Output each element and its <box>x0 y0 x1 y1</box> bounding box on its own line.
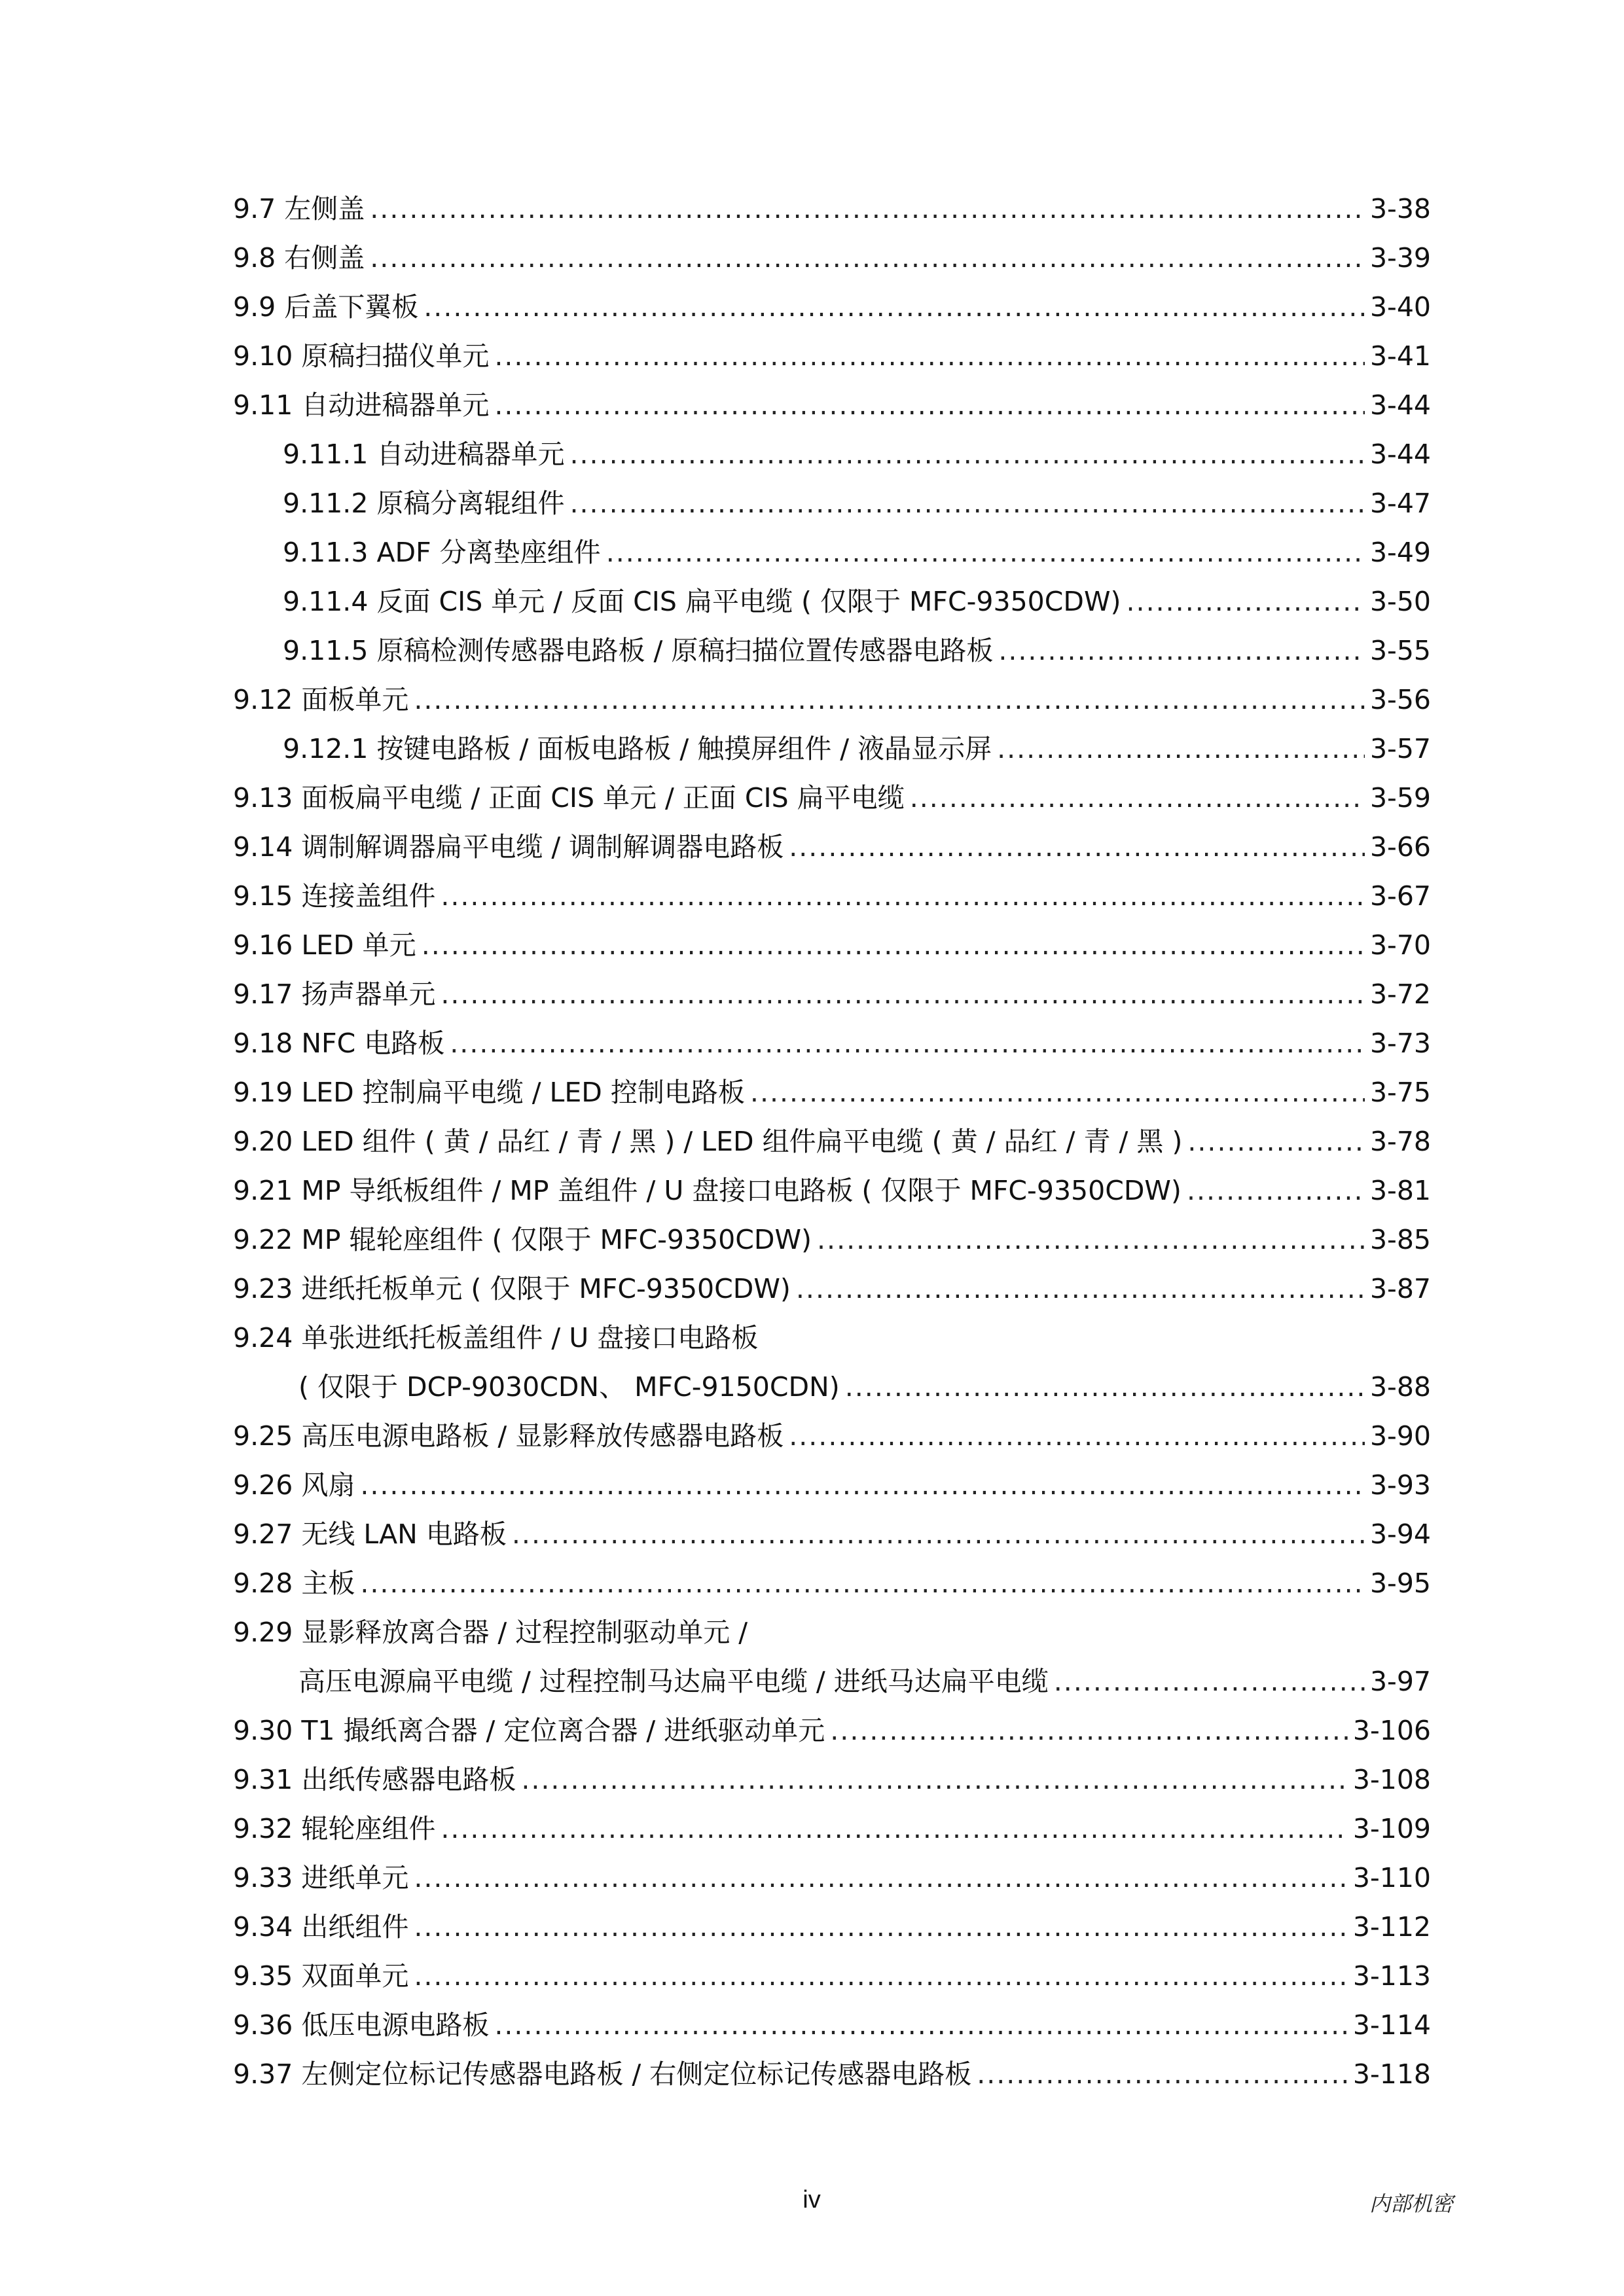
toc-entry-page: 3-110 <box>1352 1862 1431 1893</box>
toc-subentry[interactable] <box>233 725 1431 774</box>
toc-dot-leader <box>1054 1657 1365 1706</box>
toc-subentry[interactable] <box>233 479 1431 528</box>
toc-entry-title: 9.27 无线 LAN 电路板 <box>233 1518 507 1550</box>
page-number: iv <box>803 2186 821 2214</box>
toc-entry-page: 3-50 <box>1369 586 1431 617</box>
toc-dot-leader <box>830 1706 1348 1755</box>
toc-dot-leader <box>414 675 1365 725</box>
toc-dot-leader <box>494 381 1365 430</box>
toc-entry[interactable] <box>233 1215 1431 1265</box>
toc-entry-title: 9.21 MP 导纸板组件 / MP 盖组件 / U 盘接口电路板 ( 仅限于 MFC-9350CDW) <box>233 1175 1182 1206</box>
toc-entry-page: 3-70 <box>1369 929 1431 961</box>
toc-entry-title: 9.18 NFC 电路板 <box>233 1028 445 1059</box>
toc-dot-leader <box>441 1804 1348 1854</box>
toc-subentry[interactable] <box>233 528 1431 577</box>
toc-dot-leader <box>422 921 1365 970</box>
toc-entry-page: 3-85 <box>1369 1224 1431 1255</box>
toc-entry[interactable] <box>233 1461 1431 1510</box>
toc-entry-page: 3-87 <box>1369 1273 1431 1304</box>
toc-entry-page: 3-112 <box>1352 1911 1431 1943</box>
toc-entry-title: 9.14 调制解调器扁平电缆 / 调制解调器电路板 <box>233 831 784 863</box>
toc-entry-page: 3-72 <box>1369 978 1431 1010</box>
toc-dot-leader <box>441 970 1365 1019</box>
toc-dot-leader <box>494 332 1365 381</box>
toc-entry-title: 9.20 LED 组件 ( 黄 / 品红 / 青 / 黑 ) / LED 组件扁平电缆 ( 黄 / 品红 / 青 / 黑 ) <box>233 1126 1183 1157</box>
toc-entry-page: 3-94 <box>1369 1518 1431 1550</box>
toc-entry[interactable] <box>233 1510 1431 1559</box>
toc-entry-title: 9.16 LED 单元 <box>233 929 416 961</box>
toc-entry-page: 3-40 <box>1369 291 1431 323</box>
toc-entry[interactable] <box>233 2001 1431 2050</box>
toc-entry-page: 3-108 <box>1352 1764 1431 1795</box>
toc-entry[interactable] <box>233 1854 1431 1903</box>
toc-entry[interactable] <box>233 332 1431 381</box>
toc-entry-page: 3-49 <box>1369 537 1431 568</box>
toc-entry-second-line <box>233 1363 1431 1412</box>
toc-entry-page: 3-73 <box>1369 1028 1431 1059</box>
toc-entry-title: 9.22 MP 辊轮座组件 ( 仅限于 MFC-9350CDW) <box>233 1224 812 1255</box>
toc-entry-title: 9.12.1 按键电路板 / 面板电路板 / 触摸屏组件 / 液晶显示屏 <box>283 733 992 764</box>
toc-entry[interactable] <box>233 872 1431 921</box>
toc-entry-page: 3-44 <box>1369 389 1431 421</box>
toc-dot-leader <box>1187 1166 1365 1215</box>
toc-entry-title: 9.11.1 自动进稿器单元 <box>283 439 565 470</box>
toc-entry-second-line <box>233 1657 1431 1706</box>
toc-dot-leader <box>910 774 1365 823</box>
toc-dot-leader <box>789 823 1365 872</box>
toc-dot-leader <box>521 1755 1348 1804</box>
toc-dot-leader <box>450 1019 1365 1068</box>
confidential-label: 内部机密 <box>1369 2191 1453 2216</box>
toc-entry-page: 3-118 <box>1352 2058 1431 2090</box>
toc-dot-leader <box>998 626 1365 675</box>
toc-entry[interactable] <box>233 823 1431 872</box>
toc-entry-page: 3-113 <box>1352 1960 1431 1992</box>
toc-entry-page: 3-93 <box>1369 1469 1431 1501</box>
toc-entry[interactable] <box>233 1019 1431 1068</box>
toc-entry-title: 9.25 高压电源电路板 / 显影释放传感器电路板 <box>233 1420 784 1452</box>
toc-entry-title: 9.23 进纸托板单元 ( 仅限于 MFC-9350CDW) <box>233 1273 791 1304</box>
toc-entry-title-line2: ( 仅限于 DCP-9030CDN、 MFC-9150CDN) <box>298 1371 840 1403</box>
toc-entry-page: 3-75 <box>1369 1077 1431 1108</box>
toc-entry-page: 3-95 <box>1369 1568 1431 1599</box>
toc-entry-page: 3-88 <box>1369 1371 1431 1403</box>
toc-dot-leader <box>796 1265 1365 1314</box>
toc-entry[interactable] <box>233 675 1431 725</box>
toc-entry-page: 3-41 <box>1369 340 1431 372</box>
toc-subentry[interactable] <box>233 626 1431 675</box>
toc-entry-title-line1: 9.24 单张进纸托板盖组件 / U 盘接口电路板 <box>233 1322 759 1354</box>
toc-dot-leader <box>606 528 1365 577</box>
toc-entry-page: 3-81 <box>1369 1175 1431 1206</box>
toc-entry-page: 3-55 <box>1369 635 1431 666</box>
toc-dot-leader <box>512 1510 1365 1559</box>
toc-entry[interactable] <box>233 1903 1431 1952</box>
toc-subentry[interactable] <box>233 577 1431 626</box>
toc-entry-page: 3-38 <box>1369 193 1431 224</box>
toc-entry[interactable] <box>233 921 1431 970</box>
toc-dot-leader <box>977 2050 1348 2099</box>
toc-entry[interactable] <box>233 1755 1431 1804</box>
toc-dot-leader <box>370 234 1365 283</box>
toc-dot-leader <box>414 1854 1348 1903</box>
toc-entry-page: 3-44 <box>1369 439 1431 470</box>
table-of-contents <box>233 185 1431 2099</box>
toc-dot-leader <box>414 1952 1348 2001</box>
toc-dot-leader <box>750 1068 1365 1117</box>
toc-entry-title: 9.36 低压电源电路板 <box>233 2009 490 2041</box>
toc-entry[interactable] <box>233 185 1431 234</box>
toc-entry-page: 3-39 <box>1369 242 1431 274</box>
toc-dot-leader <box>424 283 1365 332</box>
toc-entry[interactable] <box>233 1804 1431 1854</box>
toc-entry-page: 3-56 <box>1369 684 1431 715</box>
toc-dot-leader <box>360 1559 1365 1608</box>
toc-entry[interactable] <box>233 1706 1431 1755</box>
toc-entry-page: 3-57 <box>1369 733 1431 764</box>
toc-entry-page: 3-97 <box>1369 1666 1431 1697</box>
toc-dot-leader <box>494 2001 1348 2050</box>
toc-dot-leader <box>1127 577 1365 626</box>
toc-entry-title: 9.11.5 原稿检测传感器电路板 / 原稿扫描位置传感器电路板 <box>283 635 994 666</box>
toc-entry-page: 3-78 <box>1369 1126 1431 1157</box>
toc-entry[interactable] <box>233 234 1431 283</box>
toc-entry[interactable] <box>233 774 1431 823</box>
toc-entry-title: 9.34 出纸组件 <box>233 1911 409 1943</box>
toc-entry-page: 3-90 <box>1369 1420 1431 1452</box>
toc-entry[interactable] <box>233 1559 1431 1608</box>
toc-entry-title: 9.26 风扇 <box>233 1469 355 1501</box>
toc-entry[interactable] <box>233 1265 1431 1314</box>
toc-entry-multiline[interactable] <box>233 1608 1431 1706</box>
toc-entry-title-line1: 9.29 显影释放离合器 / 过程控制驱动单元 / <box>233 1617 748 1648</box>
toc-entry-title: 9.35 双面单元 <box>233 1960 409 1992</box>
toc-dot-leader <box>997 725 1365 774</box>
toc-entry-title: 9.28 主板 <box>233 1568 355 1599</box>
toc-dot-leader <box>789 1412 1365 1461</box>
toc-entry-page: 3-67 <box>1369 880 1431 912</box>
toc-entry[interactable] <box>233 283 1431 332</box>
toc-entry-page: 3-66 <box>1369 831 1431 863</box>
toc-entry[interactable] <box>233 1952 1431 2001</box>
toc-entry-title: 9.33 进纸单元 <box>233 1862 409 1893</box>
toc-dot-leader <box>1187 1117 1365 1166</box>
toc-entry[interactable] <box>233 1166 1431 1215</box>
toc-entry-title: 9.10 原稿扫描仪单元 <box>233 340 490 372</box>
toc-entry-title: 9.7 左侧盖 <box>233 193 365 224</box>
toc-entry-page: 3-47 <box>1369 488 1431 519</box>
toc-entry-page: 3-109 <box>1352 1813 1431 1844</box>
toc-dot-leader <box>845 1363 1365 1412</box>
toc-entry[interactable] <box>233 2050 1431 2099</box>
toc-entry-title: 9.9 后盖下翼板 <box>233 291 419 323</box>
toc-entry-title: 9.13 面板扁平电缆 / 正面 CIS 单元 / 正面 CIS 扁平电缆 <box>233 782 905 814</box>
toc-entry-title: 9.19 LED 控制扁平电缆 / LED 控制电路板 <box>233 1077 745 1108</box>
toc-entry-title: 9.32 辊轮座组件 <box>233 1813 436 1844</box>
toc-entry-title: 9.11.2 原稿分离辊组件 <box>283 488 565 519</box>
toc-entry[interactable] <box>233 1117 1431 1166</box>
toc-dot-leader <box>569 430 1364 479</box>
toc-entry-title: 9.11.4 反面 CIS 单元 / 反面 CIS 扁平电缆 ( 仅限于 MFC-9350CDW) <box>283 586 1121 617</box>
toc-entry-title: 9.31 出纸传感器电路板 <box>233 1764 516 1795</box>
toc-entry-multiline[interactable] <box>233 1314 1431 1412</box>
toc-dot-leader <box>414 1903 1348 1952</box>
toc-entry-title: 9.11 自动进稿器单元 <box>233 389 490 421</box>
toc-dot-leader <box>817 1215 1365 1265</box>
toc-entry[interactable] <box>233 381 1431 430</box>
toc-entry-page: 3-59 <box>1369 782 1431 814</box>
toc-subentry[interactable] <box>233 430 1431 479</box>
toc-entry-title-line2: 高压电源扁平电缆 / 过程控制马达扁平电缆 / 进纸马达扁平电缆 <box>298 1666 1049 1697</box>
toc-entry-page: 3-106 <box>1352 1715 1431 1746</box>
toc-dot-leader <box>360 1461 1365 1510</box>
toc-dot-leader <box>370 185 1365 234</box>
toc-entry-title: 9.15 连接盖组件 <box>233 880 436 912</box>
toc-dot-leader <box>569 479 1364 528</box>
toc-entry[interactable] <box>233 970 1431 1019</box>
toc-entry-title: 9.37 左侧定位标记传感器电路板 / 右侧定位标记传感器电路板 <box>233 2058 972 2090</box>
toc-entry[interactable] <box>233 1412 1431 1461</box>
toc-entry-title: 9.30 T1 撮纸离合器 / 定位离合器 / 进纸驱动单元 <box>233 1715 825 1746</box>
toc-dot-leader <box>441 872 1365 921</box>
toc-entry-title: 9.11.3 ADF 分离垫座组件 <box>283 537 601 568</box>
toc-entry-title: 9.12 面板单元 <box>233 684 409 715</box>
toc-entry[interactable] <box>233 1068 1431 1117</box>
toc-entry-title: 9.17 扬声器单元 <box>233 978 436 1010</box>
toc-entry-title: 9.8 右侧盖 <box>233 242 365 274</box>
toc-entry-page: 3-114 <box>1352 2009 1431 2041</box>
